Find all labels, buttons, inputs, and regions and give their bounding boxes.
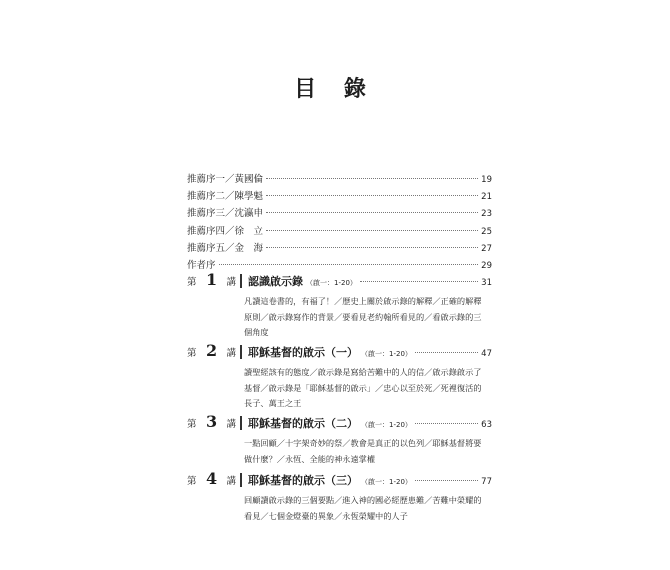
lecture-scripture-ref: （啟一：1-20） <box>361 421 412 429</box>
toc-entry-label: 作者序 <box>187 259 216 271</box>
lecture-suffix: 講 <box>226 348 237 359</box>
toc-entry <box>187 171 492 188</box>
lecture-summary: 凡讀這卷書的，有福了！／歷史上關於啟示錄的解釋／正確的解釋原則／啟示錄寫作的背景／要看見老約翰所看見的／看啟示錄的三個角度 <box>244 296 482 337</box>
toc-entry-page: 21 <box>481 192 492 203</box>
dot-leader <box>415 352 478 353</box>
lecture-page: 47 <box>481 349 492 359</box>
lecture-scripture-ref: （啟一：1-20） <box>361 350 412 358</box>
lecture-title: 耶穌基督的啟示（三） <box>248 474 359 487</box>
lecture-suffix: 講 <box>226 476 237 487</box>
lecture-scripture-ref: （啟一：1-20） <box>306 279 357 287</box>
divider-bar <box>240 345 242 359</box>
divider-bar <box>240 416 242 430</box>
lecture-scripture-ref: （啟一：1-20） <box>361 478 412 486</box>
lecture-summary: 一點回顧／十字架奇妙的祭／教會是真正的以色列／耶穌基督將要做什麼？／永恆、全能的神永遠掌權 <box>244 438 482 464</box>
toc-entry-page: 27 <box>481 243 492 254</box>
lecture-page: 63 <box>481 420 492 430</box>
dot-leader <box>266 195 478 196</box>
lecture-number: 4 <box>205 469 218 488</box>
lecture-number: 3 <box>205 412 218 431</box>
lecture-entry <box>187 469 492 524</box>
toc-entry <box>187 223 492 240</box>
lecture-number: 1 <box>205 270 218 289</box>
lecture-heading <box>187 412 492 434</box>
lecture-number: 2 <box>205 341 218 360</box>
dot-leader <box>219 264 479 265</box>
lecture-prefix: 第 <box>187 419 197 430</box>
toc-entry-label: 推薦序一／黃國倫 <box>187 174 264 185</box>
lecture-title: 耶穌基督的啟示（一） <box>248 346 359 359</box>
dot-leader <box>266 230 478 231</box>
lecture-entry <box>187 412 492 467</box>
lecture-heading <box>187 270 492 292</box>
lecture-summary: 讀聖經該有的態度／啟示錄是寫給苦難中的人的信／啟示錄啟示了基督／啟示錄是「耶穌基督的啟示」／忠心以至於死／死裡復活的長子、萬王之王 <box>244 367 482 408</box>
toc-entry-page: 29 <box>481 260 492 271</box>
dot-leader <box>360 281 478 282</box>
lecture-suffix: 講 <box>226 277 237 288</box>
toc-entry <box>187 240 492 257</box>
toc-entry <box>187 188 492 205</box>
lecture-prefix: 第 <box>187 277 197 288</box>
lecture-page: 31 <box>481 278 492 288</box>
toc-entry-label: 推薦序五／金 海 <box>187 242 264 254</box>
preface-list <box>187 171 492 274</box>
lecture-entry <box>187 341 492 412</box>
lecture-page: 77 <box>481 477 492 487</box>
lecture-title: 認識啟示錄 <box>248 275 304 288</box>
lecture-title: 耶穌基督的啟示（二） <box>248 417 359 430</box>
page-title: 目 錄 <box>294 77 376 102</box>
toc-entry-page: 19 <box>481 175 492 185</box>
lecture-heading <box>187 469 492 491</box>
dot-leader <box>415 480 478 481</box>
divider-bar <box>240 274 242 288</box>
lecture-prefix: 第 <box>187 348 197 359</box>
toc-entry-label: 推薦序三／沈瀛申 <box>187 208 264 220</box>
lecture-heading <box>187 341 492 363</box>
toc-entry-label: 推薦序四／徐 立 <box>187 225 264 237</box>
lecture-prefix: 第 <box>187 476 197 487</box>
dot-leader <box>266 212 478 213</box>
toc-entry-page: 23 <box>481 209 492 220</box>
dot-leader <box>266 247 478 248</box>
dot-leader <box>415 423 478 424</box>
toc-entry <box>187 205 492 222</box>
toc-entry-label: 推薦序二／陳學魁 <box>187 191 264 203</box>
dot-leader <box>266 178 478 179</box>
toc-entry-page: 25 <box>481 226 492 237</box>
lecture-summary: 回顧讀啟示錄的三個要點／進入神的國必經歷患難／苦難中榮耀的看見／七個金燈臺的異象／永恆榮耀中的人子 <box>244 495 482 521</box>
lecture-suffix: 講 <box>226 419 237 430</box>
lecture-entry <box>187 270 492 341</box>
divider-bar <box>240 473 242 487</box>
